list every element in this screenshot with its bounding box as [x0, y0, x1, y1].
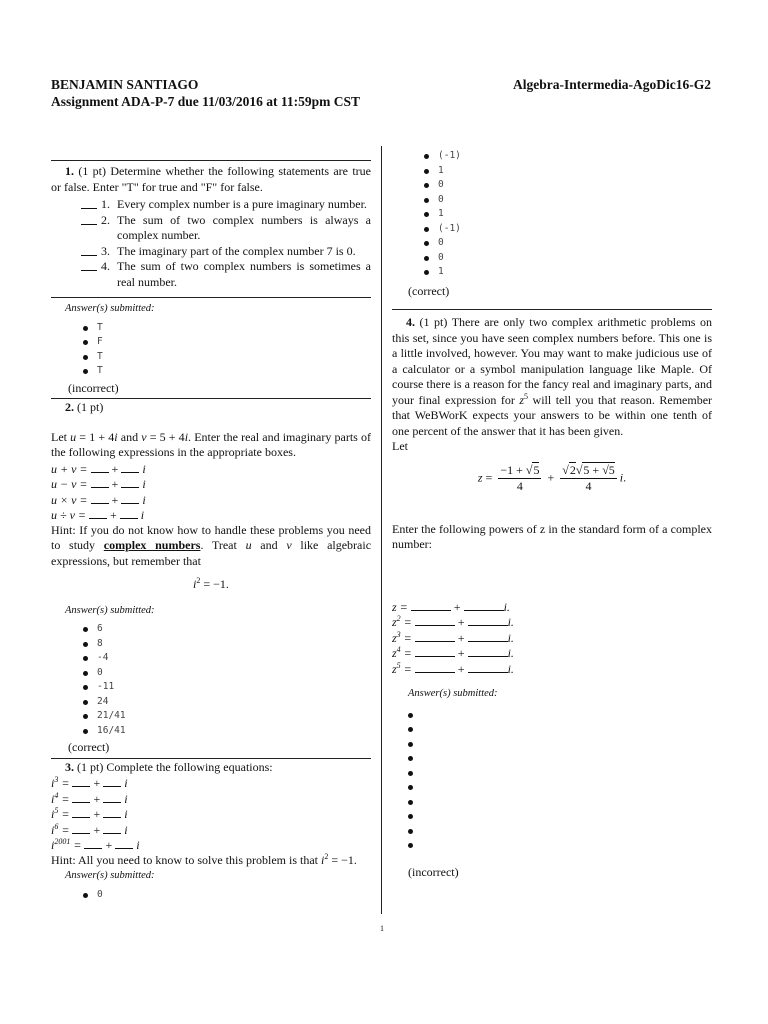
problem-4-text: There are only two complex arithmetic problems on this set, since you have seen complex numbers before. This one is a little involved, however. You may want to make judicious use of a calculator or a symbol manipulation language like Maple. Of course there is a reason for the fancy real and imaginary parts, and your final expression for — [392, 315, 712, 407]
equation-line: u × v = + i — [51, 492, 146, 507]
answer-item: 0 — [424, 178, 712, 193]
answer-item: 21/41 — [83, 709, 371, 724]
statement-list — [51, 197, 371, 290]
answer-item: -4 — [83, 651, 371, 666]
statement-item — [81, 259, 371, 290]
answer-item — [408, 722, 712, 737]
answer-blank[interactable] — [121, 476, 139, 488]
problem-2-hint: Hint: If you do not know how to handle these problems you need to study complex numbers. Treat u and v like algebraic expressions, but remember that — [51, 522, 372, 568]
answer-blank[interactable] — [415, 661, 455, 673]
answer-blank[interactable] — [120, 507, 138, 519]
problem-1-prompt — [51, 164, 371, 195]
problem-3-hint: Hint: All you need to know to solve this problem is that $i^2 = -1$. — [51, 851, 357, 867]
answer-blank[interactable] — [81, 213, 97, 225]
problem-2-rule — [51, 398, 371, 399]
problem-3-text: Complete the following equations: — [106, 759, 273, 774]
status-badge: (incorrect) — [408, 864, 459, 879]
status-badge: (correct) — [408, 283, 450, 298]
problem-2-equations — [51, 461, 371, 523]
answer-list — [408, 708, 712, 853]
answer-blank[interactable] — [468, 630, 508, 642]
answer-item: T — [83, 364, 371, 379]
problem-2-points: (1 pt) — [77, 400, 104, 414]
equation-line: $i^3$ = + i — [51, 775, 128, 790]
answer-blank[interactable] — [81, 197, 97, 209]
problem-4-equations — [392, 599, 712, 677]
complex-numbers-link[interactable]: complex numbers — [103, 538, 201, 552]
problem-4-instruction: Enter the following powers of z in the standard form of a complex number: — [392, 521, 712, 551]
answer-blank[interactable] — [103, 806, 121, 818]
statement-item — [81, 213, 371, 244]
statement-text: The imaginary part of the complex number 7 is 0. — [117, 243, 356, 258]
hint-text: Hint: If you do not know how to handle these problems you need to study — [51, 522, 371, 552]
answer-item: 0 — [83, 888, 371, 903]
problem-1-number: 1. — [65, 164, 74, 178]
statement-number: 1. — [101, 197, 110, 211]
problem-2-header — [51, 400, 371, 416]
answer-blank[interactable] — [415, 630, 455, 642]
answer-item — [408, 838, 712, 853]
answer-item — [408, 751, 712, 766]
equation-line: $z^4$ = + i. — [392, 645, 514, 660]
answer-item — [408, 708, 712, 723]
let-label: Let — [392, 439, 408, 453]
statement-number: 4. — [101, 259, 110, 273]
equation-line: u − v = + i — [51, 477, 146, 491]
answer-item: T — [83, 321, 371, 336]
equation-line: $z^5$ = + i. — [392, 660, 514, 676]
problem-3-prompt — [51, 760, 371, 776]
answer-item: 1 — [424, 265, 712, 280]
answer-item — [408, 795, 712, 810]
answer-list — [424, 149, 712, 280]
assignment-title: Assignment ADA-P-7 due 11/03/2016 at 11:59pm CST — [51, 94, 361, 109]
answer-blank[interactable] — [81, 244, 97, 256]
answer-blank[interactable] — [103, 791, 121, 803]
answer-list — [83, 888, 371, 903]
answer-blank[interactable] — [103, 822, 121, 834]
answer-blank[interactable] — [115, 837, 133, 849]
column-divider — [381, 146, 382, 914]
answer-blank[interactable] — [468, 614, 508, 626]
problem-3-number: 3. — [65, 759, 74, 774]
equation-line: $z^3$ = + i. — [392, 629, 514, 645]
statement-number: 3. — [101, 243, 110, 258]
equation-line: z = + i. — [392, 599, 510, 614]
answer-blank[interactable] — [81, 259, 97, 271]
answer-item: 1 — [424, 207, 712, 222]
answer-item: T — [83, 350, 371, 365]
equation-line: $z^2$ = + i. — [392, 614, 514, 629]
answer-blank[interactable] — [72, 775, 90, 787]
problem-1-rule — [51, 160, 371, 161]
statement-text: The sum of two complex numbers is always a complex number. — [117, 212, 371, 242]
status-badge: (incorrect) — [68, 380, 119, 395]
statement-item — [81, 197, 371, 213]
answer-item — [408, 780, 712, 795]
answer-blank[interactable] — [84, 837, 102, 849]
answer-list — [83, 321, 371, 379]
z-definition: z = $\frac{-1 + √5}{4}$ + $\frac{√2√5 + √5}{4}$ i. — [477, 462, 627, 493]
statement-text: The sum of two complex numbers is sometimes a real number. — [117, 259, 371, 289]
problem-1-text: Determine whether the following statements are true or false. Enter "T" for true and "F" for false. — [51, 164, 371, 194]
answer-blank[interactable] — [468, 645, 508, 657]
problem-4-points: (1 pt) — [419, 315, 448, 329]
status-badge: (correct) — [68, 740, 110, 754]
student-name: BENJAMIN SANTIAGO — [51, 77, 199, 92]
answers-label: Answer(s) submitted: — [65, 604, 155, 616]
answer-item — [408, 766, 712, 781]
answer-item: 0 — [424, 236, 712, 251]
problem-3-rule — [51, 758, 371, 759]
equation-line: $i^5$ = + i — [51, 806, 128, 821]
answer-item: 8 — [83, 637, 371, 652]
problem-3-equations — [51, 775, 371, 853]
equation-line: $i^6$ = + i — [51, 821, 128, 837]
problem-4-rule — [392, 309, 712, 310]
answer-item — [408, 809, 712, 824]
answer-item — [408, 824, 712, 839]
answer-item: (-1) — [424, 149, 712, 164]
problem-2-intro-text: Enter the real and imaginary parts of the following expressions in the appropriate boxes. — [51, 429, 371, 459]
answer-blank[interactable] — [468, 661, 508, 673]
course-name: Algebra-Intermedia-AgoDic16-G2 — [513, 77, 711, 92]
hint-text: . Treat — [200, 538, 237, 552]
problem-1-points: (1 pt) — [78, 164, 107, 178]
answer-item: 0 — [424, 193, 712, 208]
answer-blank[interactable] — [464, 599, 504, 611]
problem-4-prompt: 4. (1 pt) There are only two complex arithmetic problems on this set, since you have seen complex numbers before. This one is a little involved, however. You may want to make judicious use of a calculator or a symbol manipulation language like Maple. Of course there is a reason for the fancy real and imaginary parts, and your final expression for $z^5$ will tell you that reason. Remember that WeBWorK expects your answers to be within one tenth of one percent of the answer that it has been given. — [392, 315, 713, 438]
answer-blank[interactable] — [121, 461, 139, 473]
answer-item — [408, 737, 712, 752]
equation-line: u ÷ v = + i — [51, 508, 145, 522]
equation-line: $i^4$ = + i — [51, 790, 128, 806]
answer-blank[interactable] — [72, 791, 90, 803]
problem-3-points: (1 pt) — [77, 759, 104, 774]
answer-blank[interactable] — [91, 461, 109, 473]
answer-blank[interactable] — [411, 599, 451, 611]
answer-blank[interactable] — [91, 492, 109, 504]
problem-4-number: 4. — [406, 315, 415, 329]
left-column — [51, 150, 371, 904]
answer-item: 1 — [424, 164, 712, 179]
answer-blank[interactable] — [91, 476, 109, 488]
hint-text: Hint: All you need to know to solve this problem is that — [51, 852, 318, 867]
answer-blank[interactable] — [89, 507, 107, 519]
equation-line: $i^{2001}$ = + i — [51, 837, 140, 852]
answers-1-rule — [51, 297, 371, 298]
answers-label: Answer(s) submitted: — [65, 303, 155, 314]
answer-item: 0 — [83, 666, 371, 681]
answer-blank[interactable] — [72, 806, 90, 818]
hint-text: like algebraic expressions, but remember that — [51, 538, 372, 568]
answer-item: F — [83, 335, 371, 350]
identity-equation: $i^2 = -1$. — [193, 576, 229, 591]
answer-blank[interactable] — [121, 492, 139, 504]
answer-blank[interactable] — [415, 645, 455, 657]
answer-blank[interactable] — [72, 822, 90, 834]
answer-list — [83, 622, 371, 738]
answer-blank[interactable] — [103, 775, 121, 787]
answer-blank[interactable] — [415, 614, 455, 626]
right-column — [392, 149, 712, 880]
problem-2-intro: Let u = 1 + 4i and v = 5 + 4i. Enter the real and imaginary parts of the following expressions in the appropriate boxes. — [51, 429, 371, 459]
equation-line: u + v = + i — [51, 461, 146, 476]
answer-item: -11 — [83, 680, 371, 695]
statement-text: Every complex number is a pure imaginary number. — [117, 197, 367, 211]
page-number: 1 — [380, 924, 384, 933]
answer-item: 24 — [83, 695, 371, 710]
answer-item: 0 — [424, 251, 712, 266]
answers-label: Answer(s) submitted: — [65, 870, 155, 881]
problem-2-number: 2. — [65, 400, 74, 414]
problem-4-text: will tell you that reason. Remember that WeBWorK expects your answers to be within one tenth of one percent of the answer that it has been given. — [392, 392, 713, 438]
answer-item: 6 — [83, 622, 371, 637]
answer-item: 16/41 — [83, 724, 371, 739]
problem-1 — [51, 164, 371, 290]
answer-item: (-1) — [424, 222, 712, 237]
statement-number: 2. — [101, 212, 110, 227]
statement-item — [81, 244, 371, 260]
answers-label: Answer(s) submitted: — [408, 688, 498, 699]
